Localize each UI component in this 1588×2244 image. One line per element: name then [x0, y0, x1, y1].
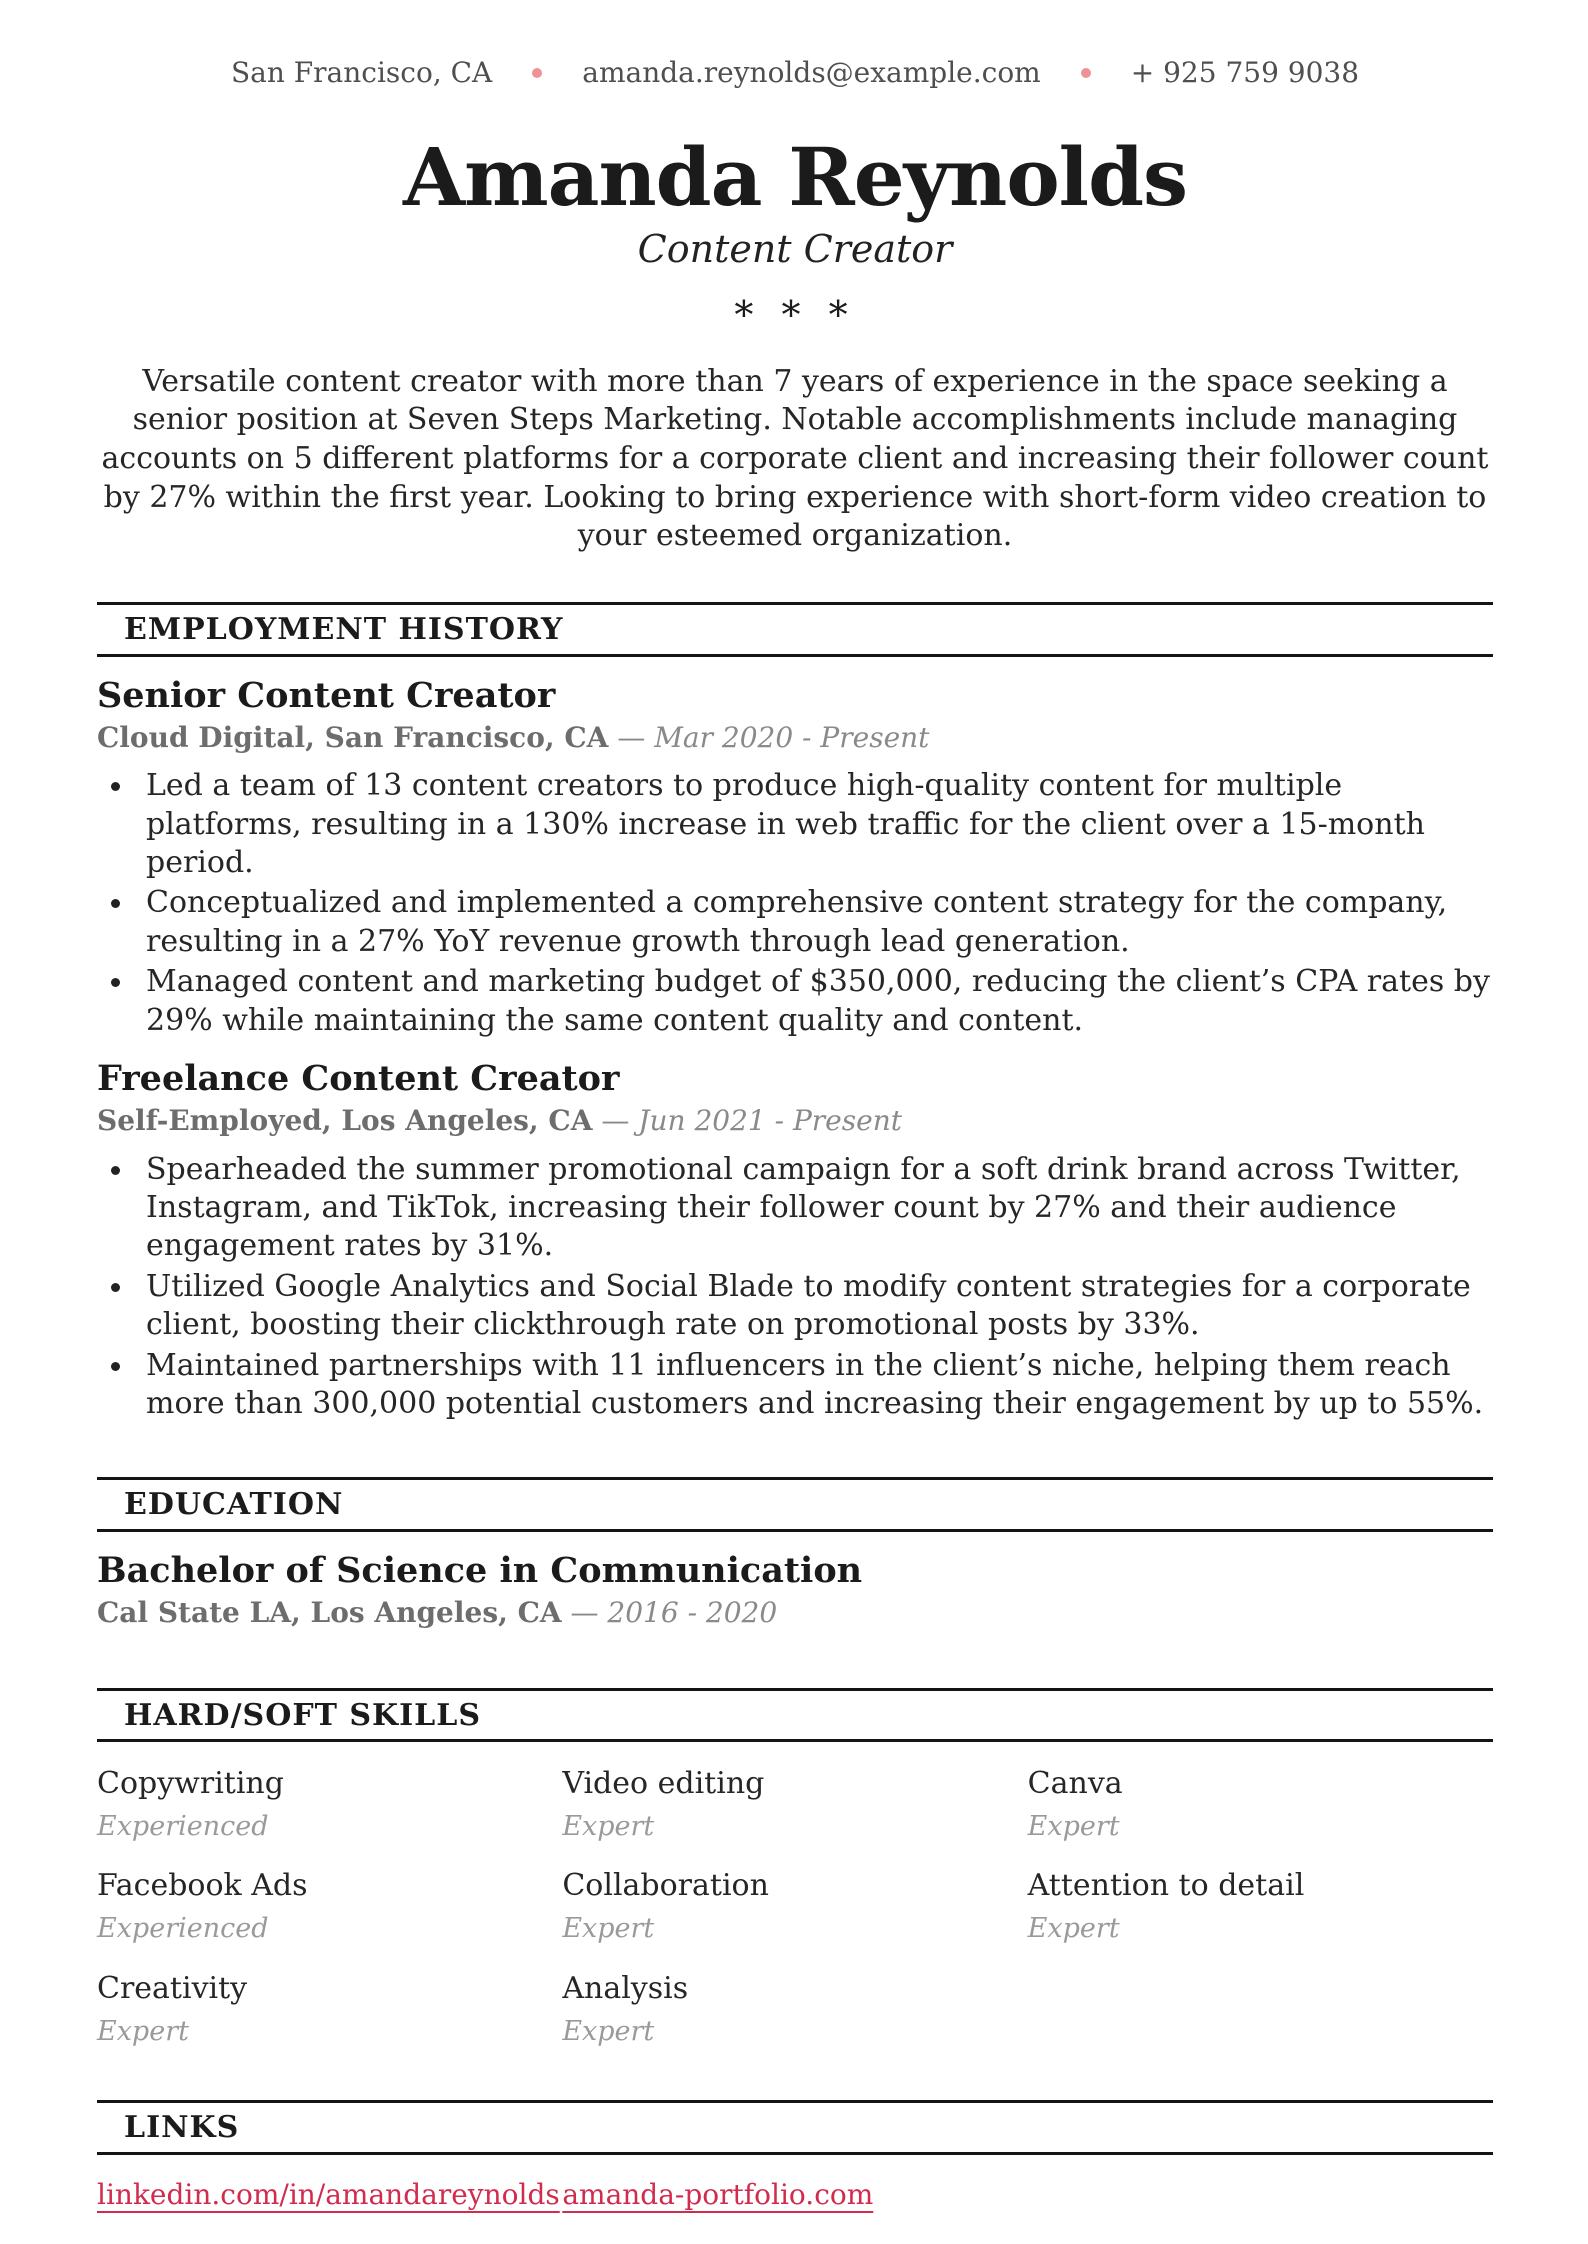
skill-name: Attention to detail [1027, 1868, 1305, 1904]
contact-phone: + 925 759 9038 [1130, 56, 1360, 89]
skill-item [1028, 1766, 1493, 1843]
skill-name: Video editing [562, 1766, 765, 1802]
job-meta [97, 1105, 1493, 1423]
job-bullet: Maintained partnerships with 11 influencers in the client’s niche, helping them reach more than 300,000 potential customers and increasing their engagement by up to 55%. [97, 1347, 1493, 1424]
dot-separator-icon [1081, 68, 1091, 78]
section-employment-history [97, 602, 1493, 2211]
linkedin-link[interactable]: linkedin.com/in/amandareynolds [97, 2177, 560, 2211]
contact-location: San Francisco, CA [230, 56, 493, 89]
education-dates: 2016 - 2020 [607, 1596, 778, 1630]
skill-name: Collaboration [562, 1868, 769, 1904]
skill-name: Canva [1027, 1766, 1123, 1802]
employment-history-heading: EMPLOYMENT HISTORY [97, 602, 1493, 657]
skill-item [97, 1971, 562, 2048]
skill-item [562, 1868, 1027, 1945]
skill-level: Expert [1027, 1811, 1120, 1843]
skill-name: Facebook Ads [97, 1868, 308, 1904]
job-bullet: Utilized Google Analytics and Social Blade to modify content strategies for a corporate client, boosting their clickthrough rate on promotional posts by 33%. [97, 1268, 1493, 1345]
skill-item [562, 1971, 1027, 2048]
contact-email: amanda.reynolds@example.com [582, 56, 1041, 89]
section-skills [97, 1688, 1493, 2049]
job-bullet-list [97, 767, 1493, 1040]
skill-level: Expert [562, 1811, 655, 1843]
skill-item [97, 1766, 562, 1843]
section-education [97, 1477, 1493, 1629]
degree-title: Bachelor of Science in Communication [97, 1549, 863, 1591]
job-dates: Jun 2021 - Present [638, 1104, 902, 1138]
skill-level: Experienced [97, 1811, 269, 1843]
skill-name: Analysis [562, 1970, 689, 2006]
contact-line [97, 56, 1493, 89]
candidate-job-title: Content Creator [637, 226, 953, 271]
skill-level: Expert [1027, 1913, 1120, 1945]
job-bullet: Conceptualized and implemented a comprehensive content strategy for the company, resulting in a 27% YoY revenue growth through lead generation. [97, 884, 1493, 961]
candidate-name: Amanda Reynolds [402, 130, 1188, 224]
skill-item [1028, 1868, 1493, 1945]
job-meta [97, 722, 1493, 754]
job-bullet: Managed content and marketing budget of $350,000, reducing the client’s CPA rates by 29% while maintaining the same content quality and content. [97, 963, 1493, 1040]
job-entry [97, 1057, 1493, 1423]
skill-level: Experienced [97, 1913, 269, 1945]
job-org: Self-Employed, Los Angeles, CA [97, 1104, 593, 1138]
meta-dash: — [617, 721, 646, 755]
job-org: Cloud Digital, San Francisco, CA [97, 721, 609, 755]
meta-dash: — [570, 1596, 599, 1630]
education-meta [97, 1597, 1493, 1629]
skill-name: Creativity [97, 1970, 248, 2006]
education-heading: EDUCATION [97, 1477, 1493, 1532]
skill-name: Copywriting [97, 1766, 284, 1802]
job-title: Senior Content Creator [97, 674, 556, 716]
job-entry [97, 674, 1493, 1040]
links-row [97, 2178, 1493, 2211]
job-bullet-list [97, 1151, 1493, 1424]
section-links [97, 2100, 1493, 2211]
job-bullet: Spearheaded the summer promotional campaign for a soft drink brand across Twitter, Instagram, and TikTok, increasing their follower count by 27% and their audience engagement rates by 31%. [97, 1151, 1493, 1266]
job-dates: Mar 2020 - Present [654, 721, 930, 755]
profile-summary: Versatile content creator with more than 7 years of experience in the space seeking a senior position at Seven Steps Marketing. Notable accomplishments include managing accounts on 5 different platforms for a corporate client and increasing their follower count by 27% within the first year. Looking to bring experience with short-form video creation to your esteemed organization. [101, 363, 1489, 554]
portfolio-link[interactable]: amanda-portfolio.com [562, 2177, 874, 2211]
meta-dash: — [601, 1104, 630, 1138]
job-title: Freelance Content Creator [97, 1057, 620, 1099]
asterisk-ornament: * * * [734, 292, 856, 337]
skill-item [97, 1868, 562, 1945]
skill-level: Expert [97, 2015, 189, 2047]
education-org: Cal State LA, Los Angeles, CA [97, 1596, 562, 1630]
skills-heading: HARD/SOFT SKILLS [97, 1688, 1493, 1743]
links-heading: LINKS [97, 2100, 1493, 2155]
skill-level: Expert [562, 2015, 655, 2047]
job-bullet: Led a team of 13 content creators to produce high-quality content for multiple platforms, resulting in a 130% increase in web traffic for the client over a 15-month period. [97, 767, 1493, 882]
skill-level: Expert [562, 1913, 655, 1945]
dot-separator-icon [532, 68, 542, 78]
skills-grid [97, 1766, 1493, 2048]
skill-item [562, 1766, 1027, 1843]
